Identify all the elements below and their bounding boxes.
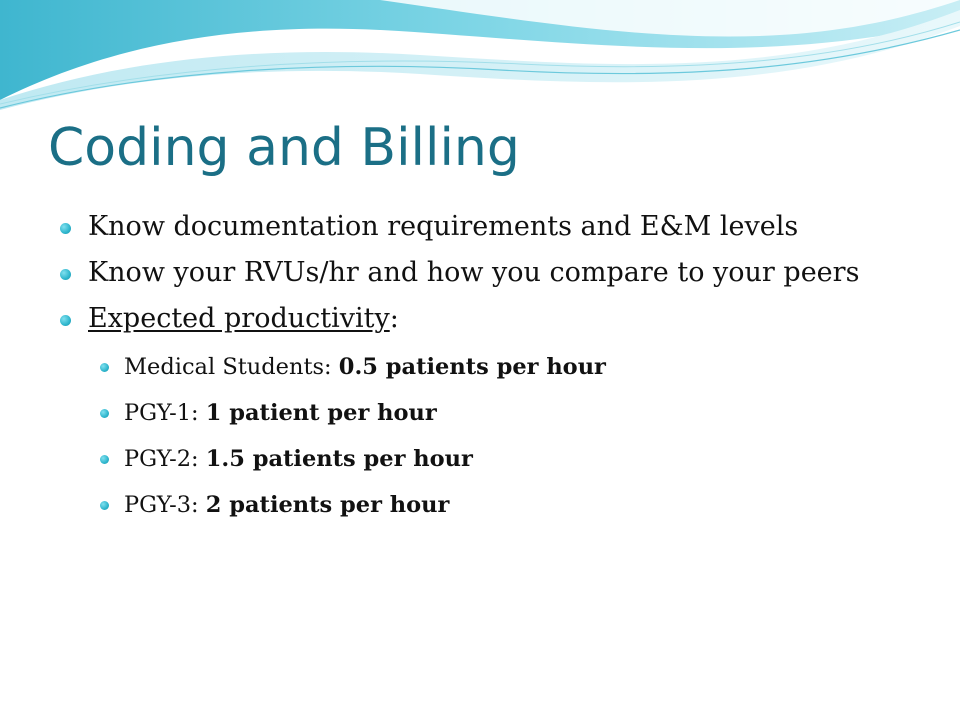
bullet-dot-icon [60, 269, 71, 280]
sub-bullet-value: 1.5 patients per hour [205, 446, 473, 472]
bullet-list [60, 208, 920, 536]
bullet-dot-icon [60, 223, 71, 234]
sub-bullet-item [98, 490, 920, 520]
bullet-dot-icon [100, 409, 109, 418]
bullet-dot-icon [60, 315, 71, 326]
bullet-text: Know documentation requirements and E&M levels [88, 211, 799, 242]
sub-bullet-label: Medical Students: [124, 354, 339, 380]
bullet-dot-icon [100, 455, 109, 464]
sub-bullet-label: PGY-2: [124, 446, 206, 472]
sub-bullet-label: PGY-1: [124, 400, 206, 426]
sub-bullet-value: 0.5 patients per hour [338, 354, 606, 380]
header-wave-decoration [0, 0, 960, 120]
sub-bullet-item [98, 444, 920, 474]
bullet-item [60, 208, 920, 246]
sub-bullet-list [60, 352, 920, 520]
bullet-text: Know your RVUs/hr and how you compare to your peers [88, 257, 860, 288]
bullet-text-suffix: : [389, 303, 399, 334]
bullet-text-underlined: Expected productivity [88, 303, 390, 334]
bullet-item [60, 300, 920, 338]
bullet-dot-icon [100, 363, 109, 372]
sub-bullet-item [98, 398, 920, 428]
sub-bullet-value: 2 patients per hour [205, 492, 450, 518]
sub-bullet-value: 1 patient per hour [205, 400, 437, 426]
slide-title: Coding and Billing [48, 118, 520, 178]
sub-bullet-item [98, 352, 920, 382]
bullet-dot-icon [100, 501, 109, 510]
sub-bullet-label: PGY-3: [124, 492, 206, 518]
bullet-item [60, 254, 920, 292]
